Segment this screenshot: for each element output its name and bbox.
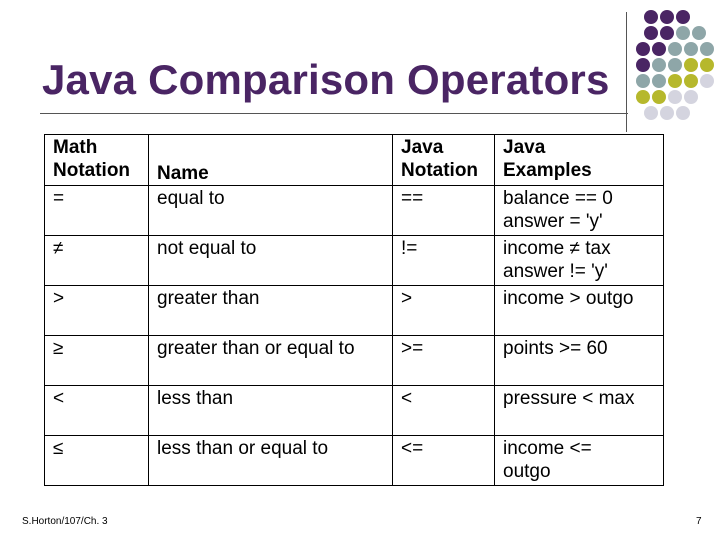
example-line: balance == 0 (503, 188, 613, 209)
dot (652, 58, 666, 72)
example-line: points >= 60 (503, 338, 608, 359)
example-line: income <= (503, 438, 592, 459)
dot (636, 74, 650, 88)
footer-credit: S.Horton/107/Ch. 3 (22, 516, 108, 527)
cell-math: < (45, 386, 149, 436)
dot (684, 58, 698, 72)
dot (660, 106, 674, 120)
dot (652, 74, 666, 88)
cell-name: greater than (149, 286, 393, 336)
dot (644, 106, 658, 120)
slide-title: Java Comparison Operators (42, 56, 610, 103)
example-line: answer != 'y' (503, 261, 608, 282)
header-text: Notation (53, 160, 131, 181)
cell-examples (495, 436, 664, 486)
table-row (45, 386, 664, 436)
dot (652, 90, 666, 104)
title-divider-horizontal (40, 113, 628, 114)
header-text: Java (503, 137, 546, 158)
dot (684, 42, 698, 56)
cell-name: greater than or equal to (149, 336, 393, 386)
cell-name: less than (149, 386, 393, 436)
cell-math: ≥ (45, 336, 149, 386)
dot (668, 74, 682, 88)
header-name (149, 135, 393, 186)
cell-examples (495, 236, 664, 286)
dot (676, 26, 690, 40)
cell-java: >= (393, 336, 495, 386)
cell-java: < (393, 386, 495, 436)
example-line: outgo (503, 461, 551, 482)
dot (668, 90, 682, 104)
table-row (45, 236, 664, 286)
example-line: answer = 'y' (503, 211, 603, 232)
title-divider-vertical (626, 12, 627, 132)
example-line: pressure < max (503, 388, 635, 409)
dot (644, 26, 658, 40)
page-number: 7 (696, 516, 702, 527)
example-line: income > outgo (503, 288, 634, 309)
dot (636, 58, 650, 72)
cell-math: = (45, 186, 149, 236)
dot (676, 10, 690, 24)
comparison-operators-table (44, 134, 664, 486)
dot (692, 26, 706, 40)
cell-java: <= (393, 436, 495, 486)
dot (660, 26, 674, 40)
dot (644, 10, 658, 24)
dot (636, 42, 650, 56)
header-text: Name (157, 163, 209, 184)
cell-java: != (393, 236, 495, 286)
dot (652, 42, 666, 56)
cell-name: less than or equal to (149, 436, 393, 486)
dot (676, 106, 690, 120)
cell-examples (495, 386, 664, 436)
cell-math: > (45, 286, 149, 336)
dot (700, 74, 714, 88)
cell-java: > (393, 286, 495, 336)
cell-math: ≤ (45, 436, 149, 486)
cell-java: == (393, 186, 495, 236)
header-math-notation (45, 135, 149, 186)
dot (700, 42, 714, 56)
table-row (45, 336, 664, 386)
cell-math: ≠ (45, 236, 149, 286)
dot (700, 58, 714, 72)
header-text: Java (401, 137, 444, 158)
table-header-row (45, 135, 664, 186)
table-row (45, 436, 664, 486)
dot (660, 10, 674, 24)
dot (668, 42, 682, 56)
cell-name: equal to (149, 186, 393, 236)
dot (636, 90, 650, 104)
cell-examples (495, 336, 664, 386)
table-row (45, 286, 664, 336)
dot (684, 90, 698, 104)
cell-name: not equal to (149, 236, 393, 286)
header-text: Examples (503, 160, 592, 181)
cell-examples (495, 186, 664, 236)
header-java-notation (393, 135, 495, 186)
dot (668, 58, 682, 72)
dot (684, 74, 698, 88)
header-java-examples (495, 135, 664, 186)
table-row (45, 186, 664, 236)
cell-examples (495, 286, 664, 336)
header-text: Notation (401, 160, 479, 181)
example-line: income ≠ tax (503, 238, 611, 259)
header-text: Math (53, 137, 98, 158)
